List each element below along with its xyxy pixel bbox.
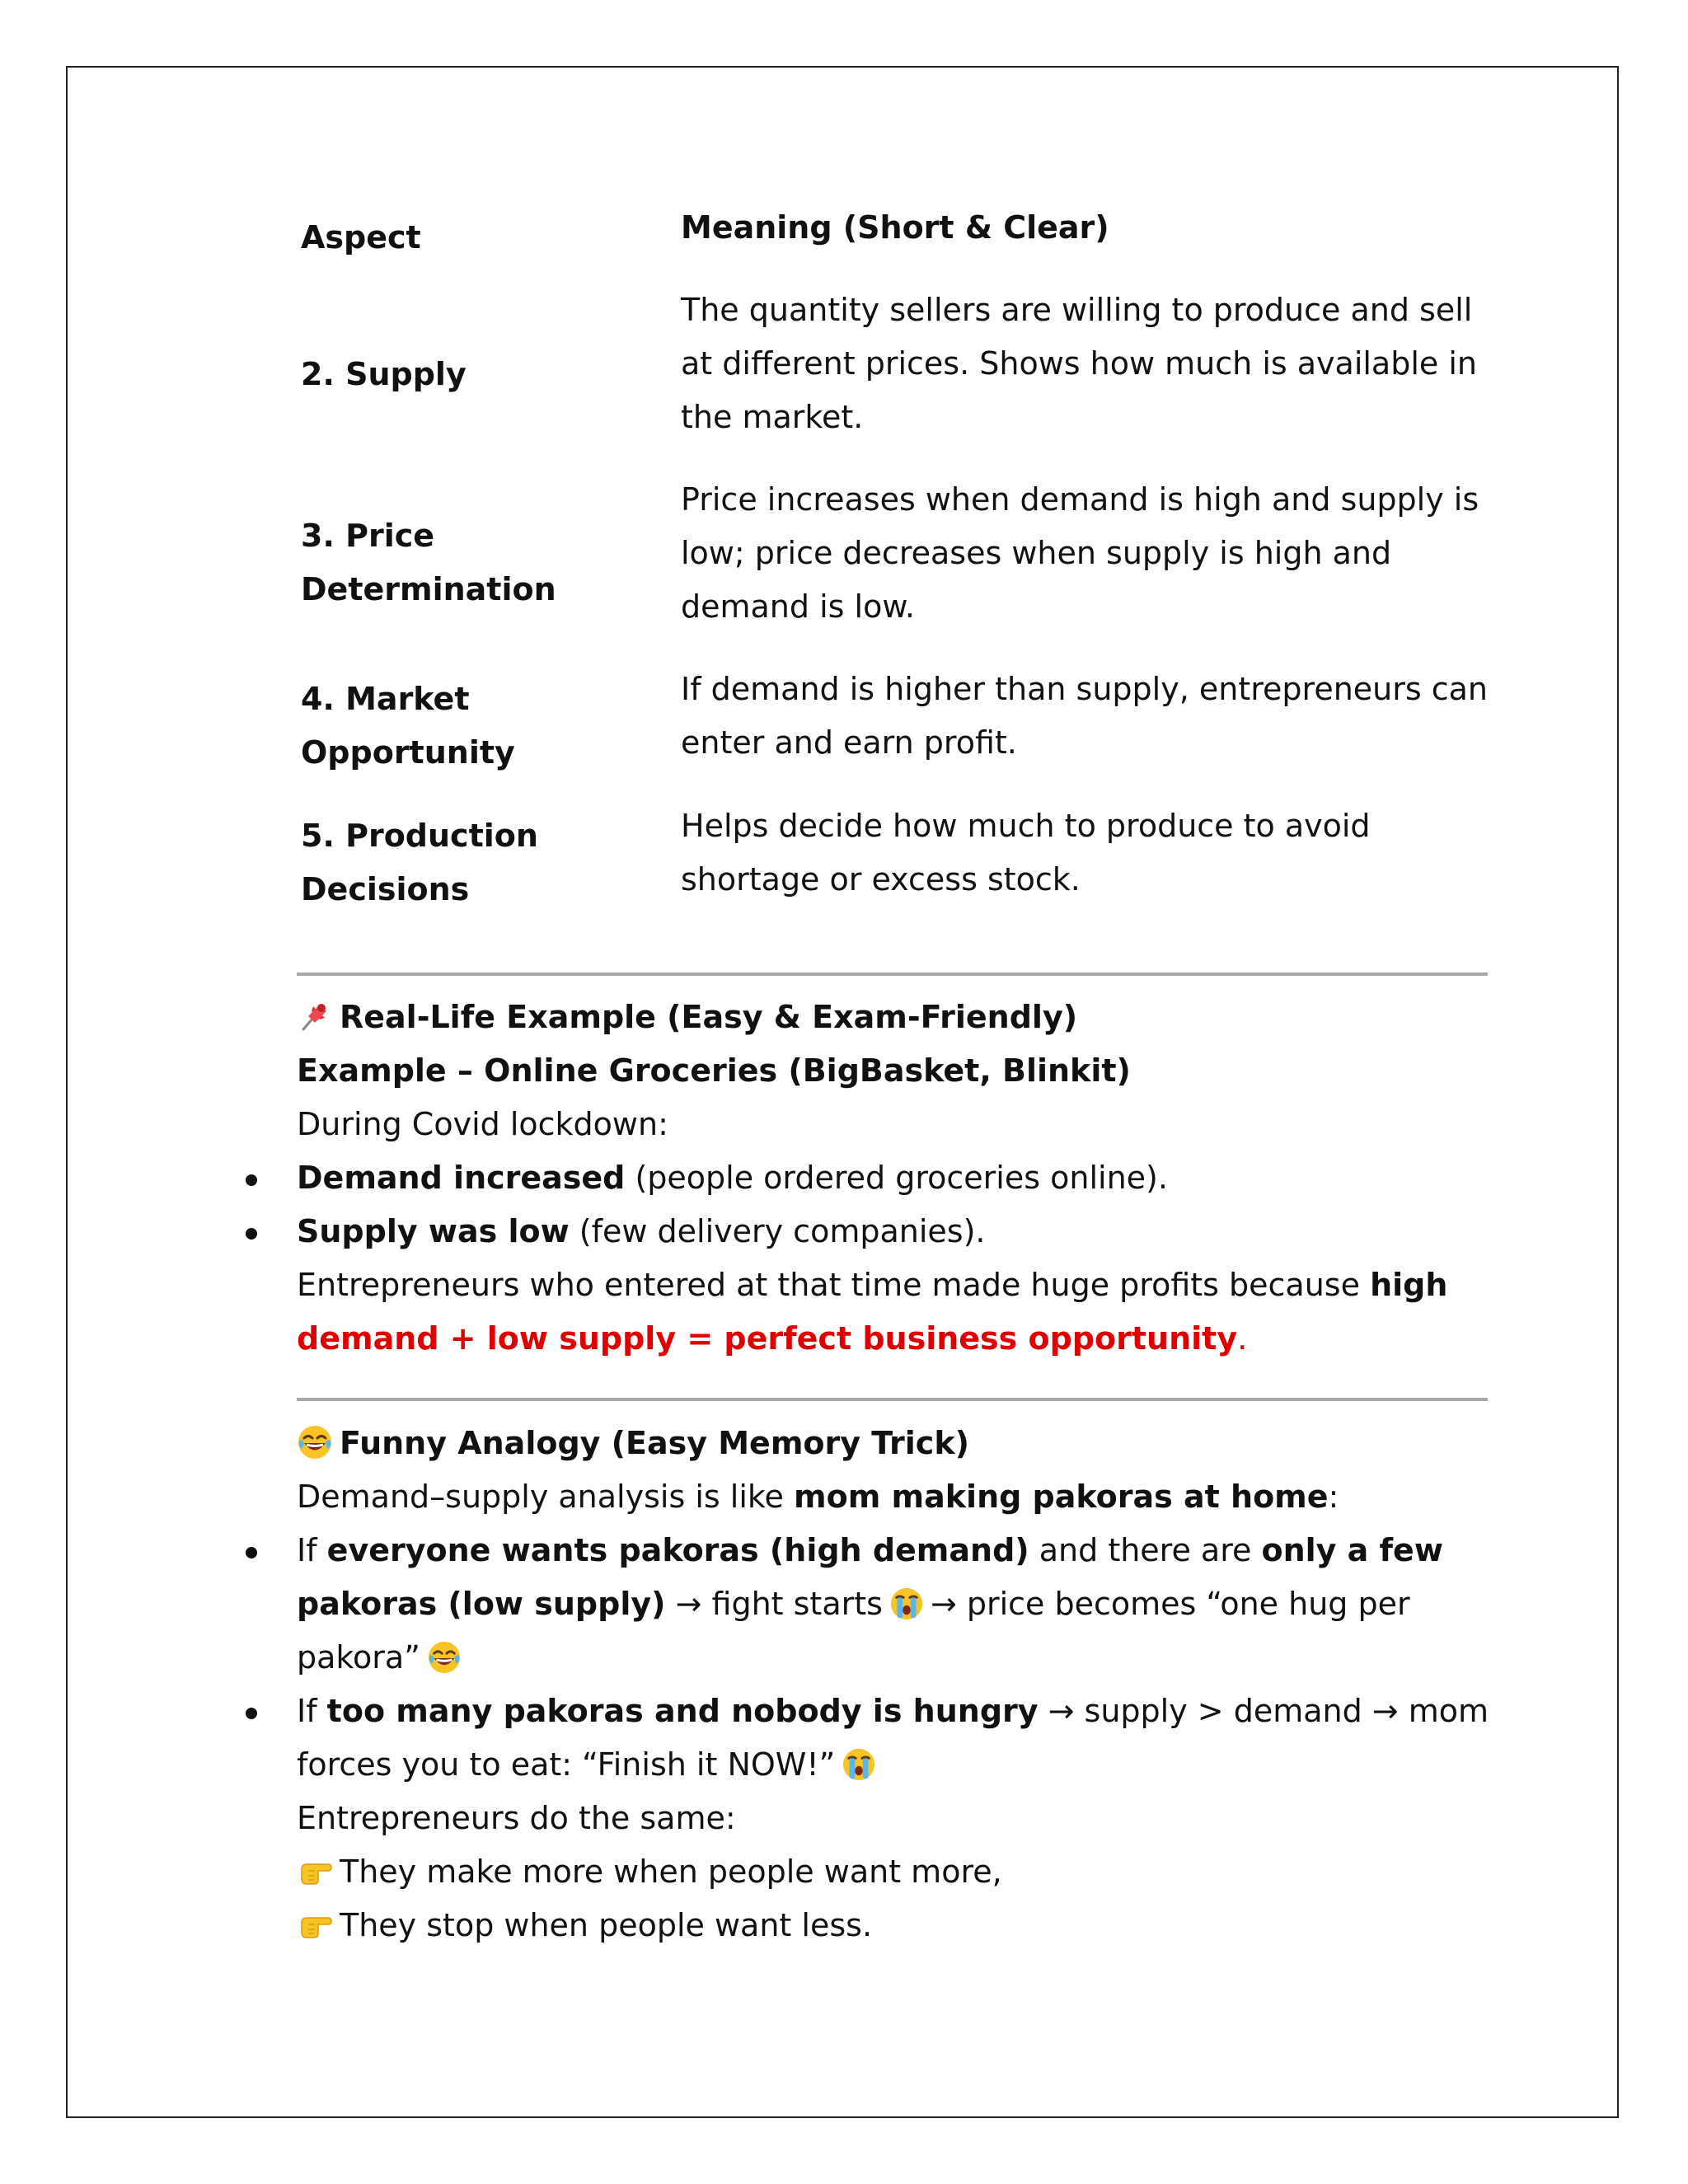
bullet-dot <box>246 1174 257 1186</box>
example-heading: Real-Life Example (Easy & Exam-Friendly) <box>297 991 1077 1044</box>
table-row-aspect: 4. Market <box>301 681 470 717</box>
analogy-outro: Entrepreneurs do the same: <box>297 1800 736 1836</box>
table-row-meaning-line: The quantity sellers are willing to produce and sell <box>681 292 1473 328</box>
table-row-aspect: 3. Price <box>301 518 435 554</box>
table-row-meaning-line: the market. <box>681 399 864 435</box>
analogy-intro: Demand–supply analysis is like mom making pakoras at home: <box>297 1479 1339 1515</box>
table-row-meaning-line: demand is low. <box>681 588 915 625</box>
example-subheading: Example – Online Groceries (BigBasket, Blinkit) <box>297 1052 1131 1089</box>
table-row-aspect: 5. Production <box>301 818 538 854</box>
table-row-aspect: Decisions <box>301 871 470 907</box>
table-row-aspect: 2. Supply <box>301 356 467 392</box>
analogy-point: They make more when people want more, <box>297 1845 1002 1899</box>
list-item-continued: pakora” <box>297 1631 468 1685</box>
list-item: If everyone wants pakoras (high demand) and there are only a few <box>297 1532 1443 1568</box>
table-header-aspect: Aspect <box>301 219 421 255</box>
section-divider <box>297 1398 1488 1401</box>
section-divider <box>297 972 1488 976</box>
bullet-dot <box>246 1708 257 1719</box>
table-row-meaning-line: If demand is higher than supply, entrepreneurs can <box>681 671 1489 707</box>
list-item: Supply was low (few delivery companies). <box>297 1213 986 1249</box>
analogy-heading: Funny Analogy (Easy Memory Trick) <box>297 1417 969 1470</box>
pushpin-icon <box>297 998 333 1034</box>
table-row-meaning-line: enter and earn profit. <box>681 724 1017 761</box>
list-item-continued: forces you to eat: “Finish it NOW!” <box>297 1738 883 1792</box>
list-item: Demand increased (people ordered groceries online). <box>297 1160 1168 1196</box>
bullet-dot <box>246 1228 257 1240</box>
table-row-aspect: Opportunity <box>301 734 515 771</box>
table-row-meaning-line: shortage or excess stock. <box>681 861 1081 898</box>
table-header-meaning: Meaning (Short & Clear) <box>681 209 1109 246</box>
table-row-meaning-line: Helps decide how much to produce to avoid <box>681 808 1371 844</box>
analogy-point: They stop when people want less. <box>297 1899 872 1952</box>
table-row-meaning-line: at different prices. Shows how much is available in <box>681 345 1477 382</box>
pointing-hand-icon <box>297 1853 333 1889</box>
table-row-meaning-line: Price increases when demand is high and supply is <box>681 481 1479 518</box>
crying-face-icon <box>889 1586 924 1621</box>
pointing-hand-icon <box>297 1906 333 1943</box>
example-intro: During Covid lockdown: <box>297 1106 668 1142</box>
crying-face-icon <box>842 1747 876 1782</box>
laughing-face-icon <box>427 1640 462 1675</box>
table-row-meaning-line: low; price decreases when supply is high and <box>681 535 1392 571</box>
table-row-aspect: Determination <box>301 571 556 607</box>
example-conclusion: Entrepreneurs who entered at that time made huge profits because high <box>297 1267 1448 1303</box>
example-highlight: demand + low supply = perfect business opportunity. <box>297 1320 1248 1357</box>
bullet-dot <box>246 1547 257 1558</box>
list-item: If too many pakoras and nobody is hungry → supply > demand → mom <box>297 1693 1489 1729</box>
laughing-face-icon <box>297 1424 333 1460</box>
highlight-text: demand + low supply = perfect business opportunity <box>297 1320 1238 1357</box>
list-item-continued: pakoras (low supply) → fight starts → price becomes “one hug per <box>297 1586 1410 1622</box>
